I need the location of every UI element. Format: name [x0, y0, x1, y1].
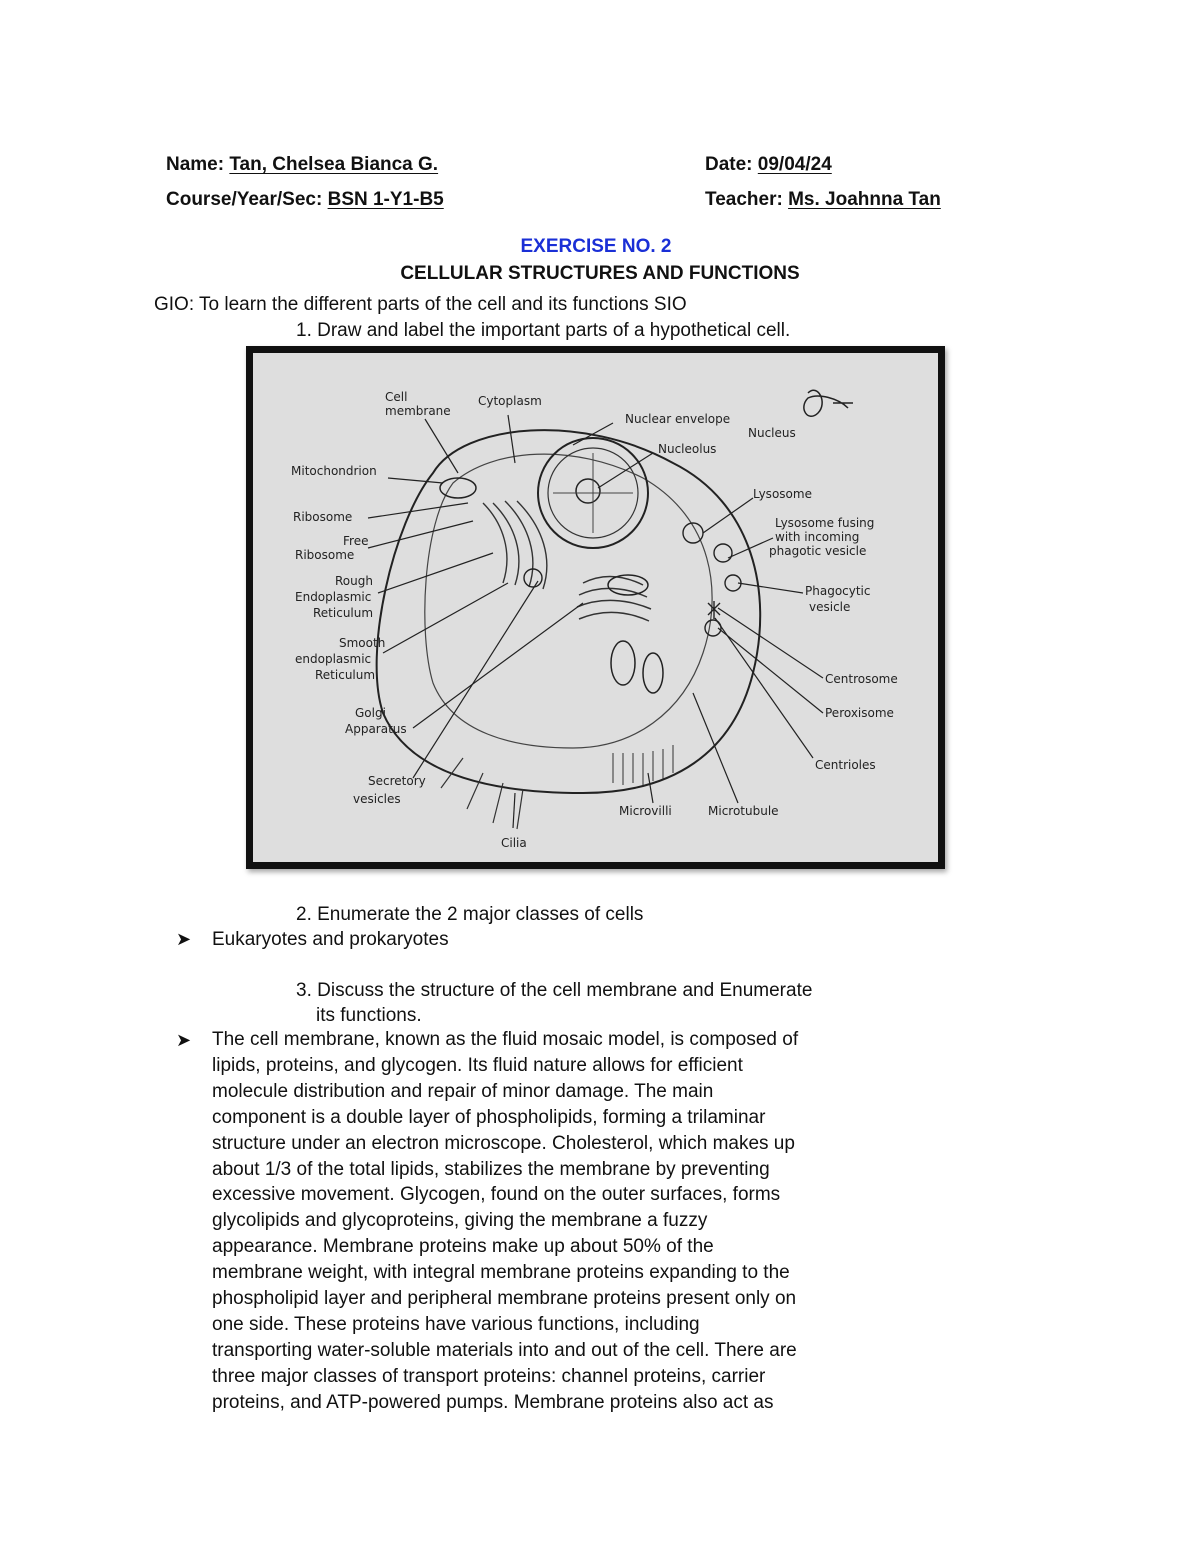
answer-3-line: lipids, proteins, and glycogen. Its fluid nature allows for efficient	[212, 1054, 743, 1076]
answer-3-line: three major classes of transport proteins: channel proteins, carrier	[212, 1365, 766, 1387]
label-mitochondrion: Mitochondrion	[291, 464, 377, 478]
answer-3-line: transporting water-soluble materials into and out of the cell. There are	[212, 1339, 797, 1361]
label-nucleus: Nucleus	[748, 426, 796, 440]
answer-3-paragraph	[212, 1027, 892, 1416]
date-label: Date:	[705, 154, 753, 175]
answer-3-line: The cell membrane, known as the fluid mosaic model, is composed of	[212, 1029, 799, 1050]
label-lysosome: Lysosome	[753, 487, 812, 501]
label-cell-membrane-2: membrane	[385, 404, 451, 418]
question-3-line-1: 3. Discuss the structure of the cell membrane and Enumerate	[296, 980, 813, 1001]
label-secretory-2: vesicles	[353, 792, 401, 806]
label-microtubule: Microtubule	[708, 804, 779, 818]
label-cilia: Cilia	[501, 836, 527, 850]
name-value: Tan, Chelsea Bianca G.	[229, 154, 439, 175]
arrow-bullet-icon: ➤	[176, 1030, 192, 1050]
course-value: BSN 1-Y1-B5	[327, 189, 444, 210]
label-smooth-er-1: Smooth	[339, 636, 386, 650]
label-cell-membrane-1: Cell	[385, 390, 408, 404]
label-phagocytic-1: Phagocytic	[805, 584, 871, 598]
label-rough-er-3: Reticulum	[313, 606, 374, 620]
label-lysosome-fusing-1: Lysosome fusing	[775, 516, 875, 530]
label-phagocytic-2: vesicle	[809, 600, 851, 614]
teacher-value: Ms. Joahnna Tan	[788, 189, 941, 210]
label-ribosome: Ribosome	[293, 510, 353, 524]
answer-3-line: one side. These proteins have various functions, including	[212, 1313, 700, 1335]
label-golgi-1: Golgi	[355, 706, 386, 720]
gio-line: GIO: To learn the different parts of the cell and its functions SIO	[154, 294, 687, 315]
answer-3-line: excessive movement. Glycogen, found on the outer surfaces, forms	[212, 1184, 781, 1206]
label-cytoplasm: Cytoplasm	[478, 394, 542, 408]
question-1: 1. Draw and label the important parts of a hypothetical cell.	[296, 320, 791, 341]
label-centrioles: Centrioles	[815, 758, 876, 772]
course-label: Course/Year/Sec:	[166, 189, 323, 210]
label-smooth-er-3: Reticulum	[315, 668, 376, 682]
answer-3-line: molecule distribution and repair of minor damage. The main	[212, 1080, 714, 1102]
label-free-ribosome-1: Free	[343, 534, 369, 548]
exercise-title: EXERCISE NO. 2	[520, 236, 672, 257]
answer-3-line: glycolipids and glycoproteins, giving the membrane a fuzzy	[212, 1210, 708, 1232]
course-field	[166, 189, 444, 211]
answer-3-line: component is a double layer of phospholipids, forming a trilaminar	[212, 1106, 766, 1128]
label-lysosome-fusing-2: with incoming	[775, 530, 860, 544]
label-free-ribosome-2: Ribosome	[295, 548, 355, 562]
label-lysosome-fusing-3: phagotic vesicle	[769, 544, 867, 558]
answer-3-line: proteins, and ATP-powered pumps. Membrane proteins also act as	[212, 1391, 774, 1413]
label-centrosome: Centrosome	[825, 672, 898, 686]
date-value: 09/04/24	[757, 154, 832, 175]
teacher-field	[705, 189, 941, 211]
label-nucleolus: Nucleolus	[658, 442, 717, 456]
main-title: CELLULAR STRUCTURES AND FUNCTIONS	[400, 263, 800, 284]
teacher-label: Teacher:	[705, 189, 783, 210]
arrow-bullet-icon: ➤	[176, 929, 192, 949]
date-field	[705, 154, 832, 176]
cell-diagram-figure	[246, 346, 945, 869]
label-secretory-1: Secretory	[368, 774, 426, 788]
answer-3-line: structure under an electron microscope. Cholesterol, which makes up	[212, 1132, 795, 1154]
answer-3-line: appearance. Membrane proteins make up about 50% of the	[212, 1236, 714, 1258]
answer-3-line: membrane weight, with integral membrane proteins expanding to the	[212, 1262, 790, 1284]
label-peroxisome: Peroxisome	[825, 706, 894, 720]
name-field	[166, 154, 438, 176]
label-smooth-er-2: endoplasmic	[295, 652, 372, 666]
answer-3-line: phospholipid layer and peripheral membrane proteins present only on	[212, 1288, 797, 1310]
name-label: Name:	[166, 154, 225, 175]
cell-diagram	[253, 353, 938, 862]
answer-3-line: about 1/3 of the total lipids, stabilizes the membrane by preventing	[212, 1158, 770, 1180]
label-microvilli: Microvilli	[619, 804, 672, 818]
label-rough-er-1: Rough	[335, 574, 373, 588]
label-golgi-2: Apparatus	[345, 722, 407, 736]
question-2: 2. Enumerate the 2 major classes of cells	[296, 904, 644, 925]
question-3-line-2: its functions.	[316, 1005, 422, 1026]
answer-2: Eukaryotes and prokaryotes	[212, 929, 449, 950]
label-nuclear-envelope: Nuclear envelope	[625, 412, 731, 426]
label-rough-er-2: Endoplasmic	[295, 590, 372, 604]
